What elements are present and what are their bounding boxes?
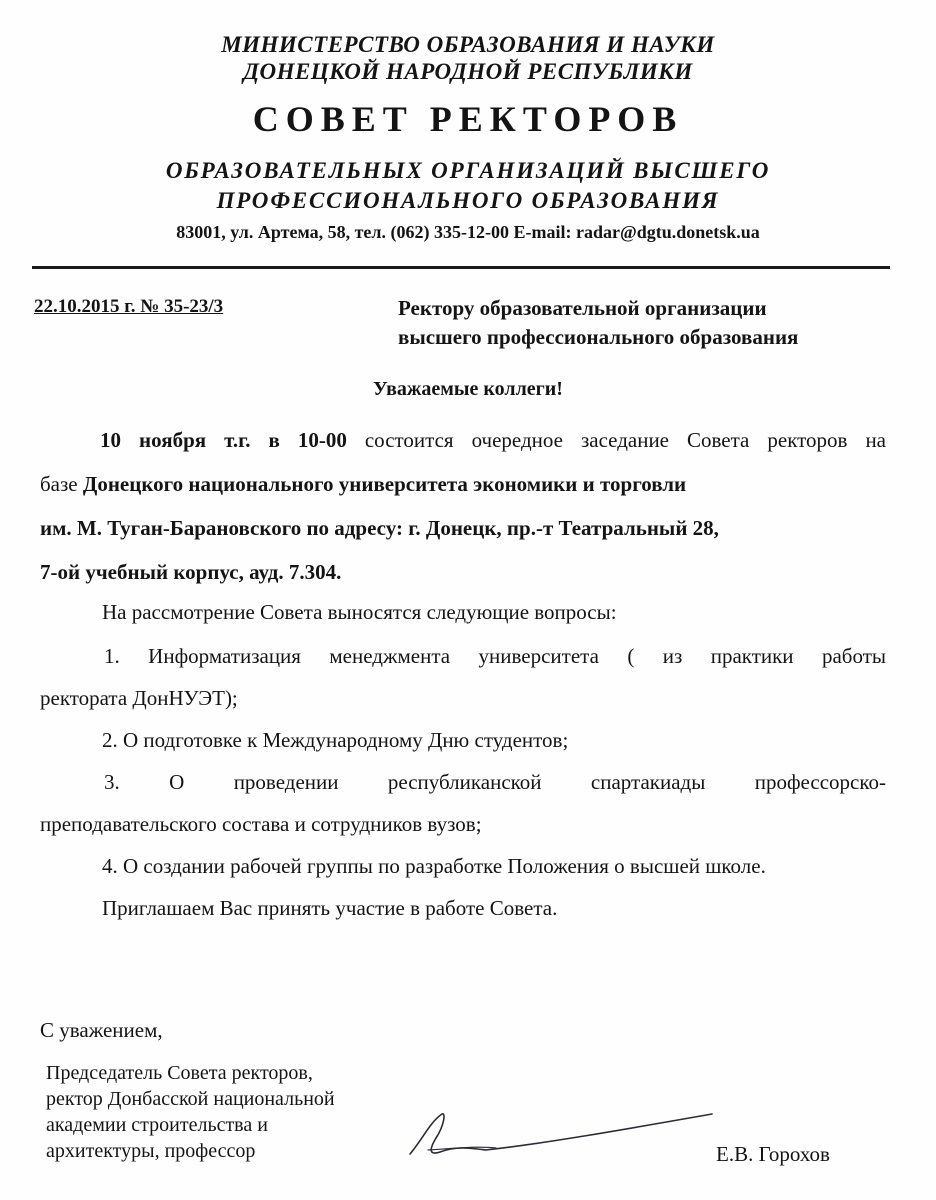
meeting-intro-text: состоится очередное заседание Совета ректоров на (346, 428, 887, 452)
agenda-item-1-line-2: ректората ДонНУЭТ); (40, 686, 238, 710)
invitation-text: Приглашаем Вас принять участие в работе Совета. (102, 896, 558, 920)
signatory-title-line-3: академии строительства и (46, 1114, 268, 1136)
organizations-line-2: ПРОФЕССИОНАЛЬНОГО ОБРАЗОВАНИЯ (216, 188, 720, 213)
agenda-intro: На рассмотрение Совета выносятся следующие вопросы: (102, 600, 617, 624)
agenda-item-2: 2. О подготовке к Международному Дню студентов; (102, 728, 569, 752)
document-reference: 22.10.2015 г. № 35-23/3 (34, 296, 224, 317)
venue-prefix: базе (40, 472, 83, 496)
signatory-title-line-2: ректор Донбасской национальной (46, 1088, 335, 1110)
venue-university: Донецкого национального университета экономики и торговли (82, 472, 687, 496)
body-paragraph-1-line-2 (40, 472, 686, 497)
letterhead-divider (32, 266, 890, 269)
agenda-item-1-line-1: 1. Информатизация менеджмента университета ( из практики работы (104, 644, 886, 668)
ministry-line-1: МИНИСТЕРСТВО ОБРАЗОВАНИЯ И НАУКИ (221, 32, 715, 57)
agenda-item-4: 4. О создании рабочей группы по разработке Положения о высшей школе. (102, 854, 766, 878)
letterhead-address: 83001, ул. Артема, 58, тел. (062) 335-12-00 E-mail: radar@dgtu.donetsk.ua (176, 222, 760, 242)
closing-phrase: С уважением, (40, 1018, 163, 1042)
agenda-item-3-line-2: преподавательского состава и сотрудников вузов; (40, 812, 482, 836)
ministry-line-2: ДОНЕЦКОЙ НАРОДНОЙ РЕСПУБЛИКИ (243, 59, 693, 84)
signatory-title-line-1: Председатель Совета ректоров, (46, 1062, 313, 1084)
body-paragraph-1-line-3: им. М. Туган-Барановского по адресу: г. Донецк, пр.-т Театральный 28, (40, 516, 719, 540)
addressee-line-1: Ректору образовательной организации (398, 296, 767, 320)
agenda-item-3-line-1: 3. О проведении республиканской спартакиады профессорско- (104, 770, 886, 794)
signatory-title-line-4: архитектуры, профессор (46, 1140, 256, 1162)
body-paragraph-1-line-1 (100, 428, 886, 453)
greeting: Уважаемые коллеги! (373, 378, 563, 400)
signatory-name: Е.В. Горохов (716, 1142, 830, 1166)
handwritten-signature (400, 1092, 720, 1172)
addressee-line-2: высшего профессионального образования (398, 325, 799, 349)
meeting-datetime: 10 ноября т.г. в 10-00 (100, 428, 347, 452)
body-paragraph-1-line-4: 7-ой учебный корпус, ауд. 7.304. (40, 560, 342, 584)
organizations-line-1: ОБРАЗОВАТЕЛЬНЫХ ОРГАНИЗАЦИЙ ВЫСШЕГО (165, 158, 771, 183)
council-title: СОВЕТ РЕКТОРОВ (252, 99, 684, 139)
